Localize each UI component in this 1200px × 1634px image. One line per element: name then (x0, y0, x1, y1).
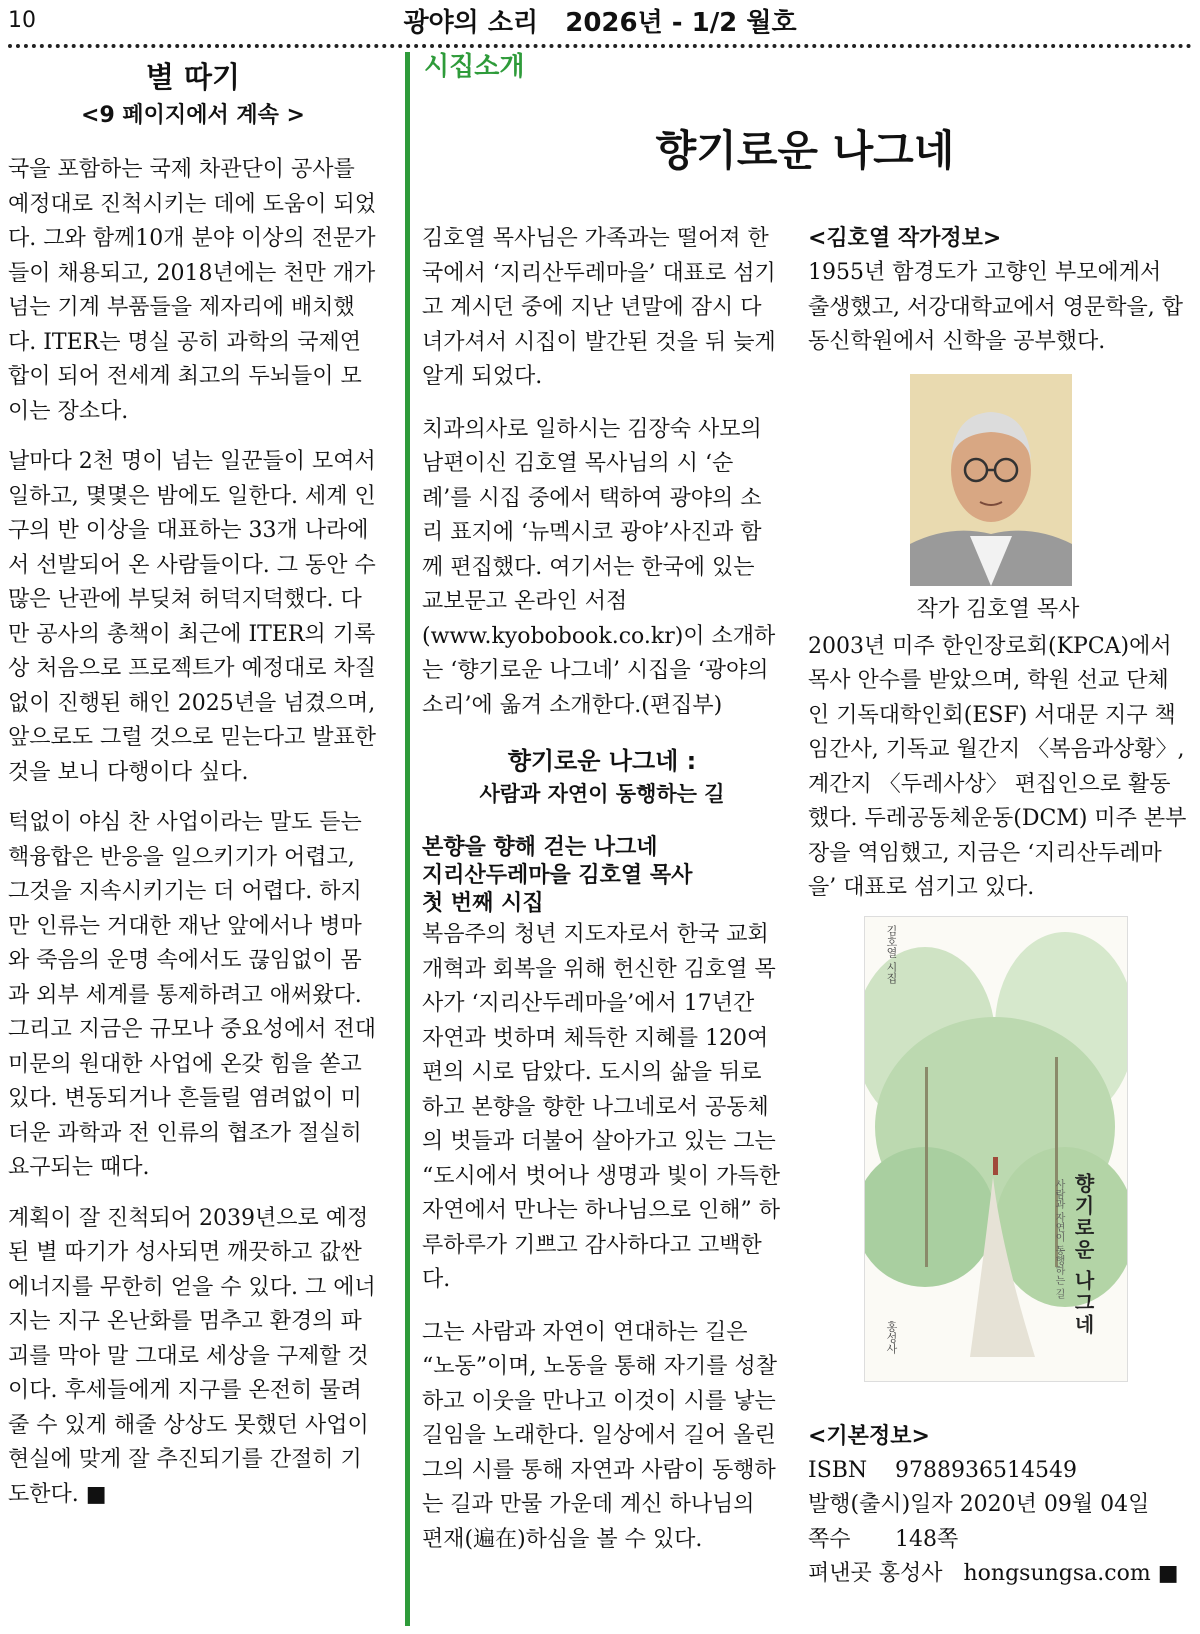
intro-paragraph: 김호열 목사님은 가족과는 떨어져 한국에서 ‘지리산두레마을’ 대표로 섬기고 계시던 중에 지난 년말에 잠시 다녀가셔서 시집이 발간된 것을 뒤 늦게 알게 되었다. (422, 226, 776, 389)
book-author-text: 김호열 시집 (885, 924, 898, 983)
info-row-pages (808, 1523, 1188, 1558)
author-photo (910, 374, 1072, 586)
info-value: 2020년 09월 04일 (959, 1492, 1150, 1517)
section-label: 시집소개 (424, 52, 525, 82)
column-separator (405, 52, 410, 1626)
info-key: 쪽수 (808, 1526, 851, 1552)
subtitle-2: 사람과 자연이 동행하는 길 (479, 782, 725, 806)
author-portrait-image (910, 374, 1072, 586)
info-value: 148쪽 (895, 1526, 959, 1552)
info-heading: <기본정보> (808, 1423, 930, 1449)
continued-note: <9 페이지에서 계속 > (81, 103, 305, 128)
right-column (808, 222, 1188, 1592)
info-key: ISBN (808, 1457, 868, 1483)
left-column (8, 55, 378, 1528)
paragraph: 날마다 2천 명이 넘는 일꾼들이 모여서 일하고, 몇몇은 밤에도 일한다. 세계 인구의 반 이상을 대표하는 33개 나라에서 선발되어 온 사람들이다. 그 동안 수많은 난관에 부딪쳐 허덕지덕했다. 다만 공사의 총책이 최근에 ITER의 기록상 처음으로 프로젝트가 예정대로 차질없이 진행된 해인 2025년을 넘겼으며, 앞으로도 그럴 것으로 믿는다고 발표한 것을 보니 다행이다 싶다. (8, 449, 377, 785)
author-bio: 2003년 미주 한인장로회(KPCA)에서 목사 안수를 받았으며, 학원 선교 단체인 기독대학인회(ESF) 서대문 지구 책임간사, 기독교 월간지 〈복음과상황〉, 계간지 〈두레사상〉 편집인으로 활동했다. 두레공동체운동(DCM) 미주 본부장을 역임했고, 지금은 ‘지리산두레마을’ 대표로 섬기고 있다. (808, 633, 1187, 900)
middle-column (422, 222, 782, 1575)
info-key: 발행(출시)일자 (808, 1492, 953, 1517)
article-title: 별 따기 (145, 60, 241, 94)
subtitle: 향기로운 나그네 : (507, 747, 697, 775)
book-cover (864, 916, 1128, 1382)
author-heading: <김호열 작가정보> (808, 226, 1002, 251)
paragraph: 복음주의 청년 지도자로서 한국 교회 개혁과 회복을 위해 헌신한 김호열 목사가 ‘지리산두레마을’에서 17년간 자연과 벗하며 체득한 지혜를 120여 편의 시로 담았다. 도시의 삶을 뒤로하고 본향을 향한 나그네로서 공동체의 벗들과 더불어 살아가고 있는 그는 “도시에서 벗어나 생명과 빛이 가득한 자연에서 만나는 하나님으로 인해” 하루하루가 기쁘고 감사하다고 고백한다. (422, 922, 781, 1292)
header-divider (8, 44, 1192, 48)
info-value: 홍성사 hongsungsa.com ■ (878, 1561, 1179, 1586)
book-title-text: 향기로운 나그네 (1071, 1172, 1095, 1336)
info-key: 펴낸곳 (808, 1561, 872, 1586)
book-subtitle-text: 사람과 자연이 동행하는 길 (1053, 1178, 1064, 1299)
paragraph: 계획이 잘 진척되어 2039년으로 예정된 별 따기가 성사되면 깨끗하고 값싼 에너지를 무한히 얻을 수 있다. 그 에너지는 지구 온난화를 멈추고 환경의 파괴를 막아 말 그대로 세상을 구제할 것이다. 후세들에게 지구를 온전히 물려줄 수 있게 해줄 상상도 못했던 사업이 현실에 맞게 잘 추진되기를 간절히 기도한다. ■ (8, 1205, 376, 1507)
book-publisher-text: 홍성사 (885, 1320, 898, 1354)
tagline: 본향을 향해 걷는 나그네 지리산두레마을 김호열 목사 첫 번째 시집 (422, 835, 693, 916)
info-row-publisher (808, 1557, 1188, 1592)
paragraph: 턱없이 야심 찬 사업이라는 말도 듣는 핵융합은 반응을 일으키기가 어렵고, 그것을 지속시키기는 더 어렵다. 하지만 인류는 거대한 재난 앞에서나 병마와 죽음의 운명 속에서도 끊임없이 몸과 외부 세계를 통제하려고 애써왔다. 그리고 지금은 규모나 중요성에서 전대미문의 원대한 사업에 온갖 힘을 쏟고 있다. 변동되거나 흔들릴 염려없이 미더운 과학과 전 인류의 협조가 절실히 요구되는 때다. (8, 810, 377, 1180)
intro-paragraph: 치과의사로 일하시는 김장숙 사모의 남편이신 김호열 목사님의 시 ‘순례’를 시집 중에서 택하여 광야의 소리 표지에 ‘뉴멕시코 광야’사진과 함께 편집했다. 여기서는 한국에 있는 교보문고 온라인 서점(www.kyobobook.co.kr)이 소개하는 ‘향기로운 나그네’ 시집을 ‘광야의 소리’에 옮겨 소개한다.(편집부) (422, 416, 776, 718)
page-number: 10 (8, 8, 36, 33)
paragraph: 그는 사람과 자연이 연대하는 길은 “노동”이며, 노동을 통해 자기를 성찰하고 이웃을 만나고 이것이 시를 낳는 길임을 노래한다. 일상에서 길어 올린 그의 시를 통해 자연과 사람이 동행하는 길과 만물 가운데 계신 하나님의 편재(遍在)하심을 볼 수 있다. (422, 1319, 777, 1552)
info-row-date (808, 1488, 1188, 1523)
author-intro: 1955년 함경도가 고향인 부모에게서 출생했고, 서강대학교에서 영문학을, 합동신학원에서 신학을 공부했다. (808, 260, 1183, 354)
info-value: 9788936514549 (895, 1457, 1077, 1483)
photo-caption: 작가 김호열 목사 (916, 596, 1080, 622)
info-row-isbn (808, 1454, 1188, 1489)
paragraph: 국을 포함하는 국제 차관단이 공사를 예정대로 진척시키는 데에 도움이 되었다. 그와 함께10개 분야 이상의 전문가들이 채용되고, 2018년에는 천만 개가 넘는 기계 부품들을 제자리에 배치했다. ITER는 명실 공히 과학의 국제연합이 되어 전세계 최고의 두뇌들이 모이는 장소다. (8, 157, 377, 424)
masthead: 광야의 소리 2026년 - 1/2 월호 (403, 8, 797, 38)
main-title: 향기로운 나그네 (655, 126, 955, 175)
page-header (0, 0, 1200, 44)
